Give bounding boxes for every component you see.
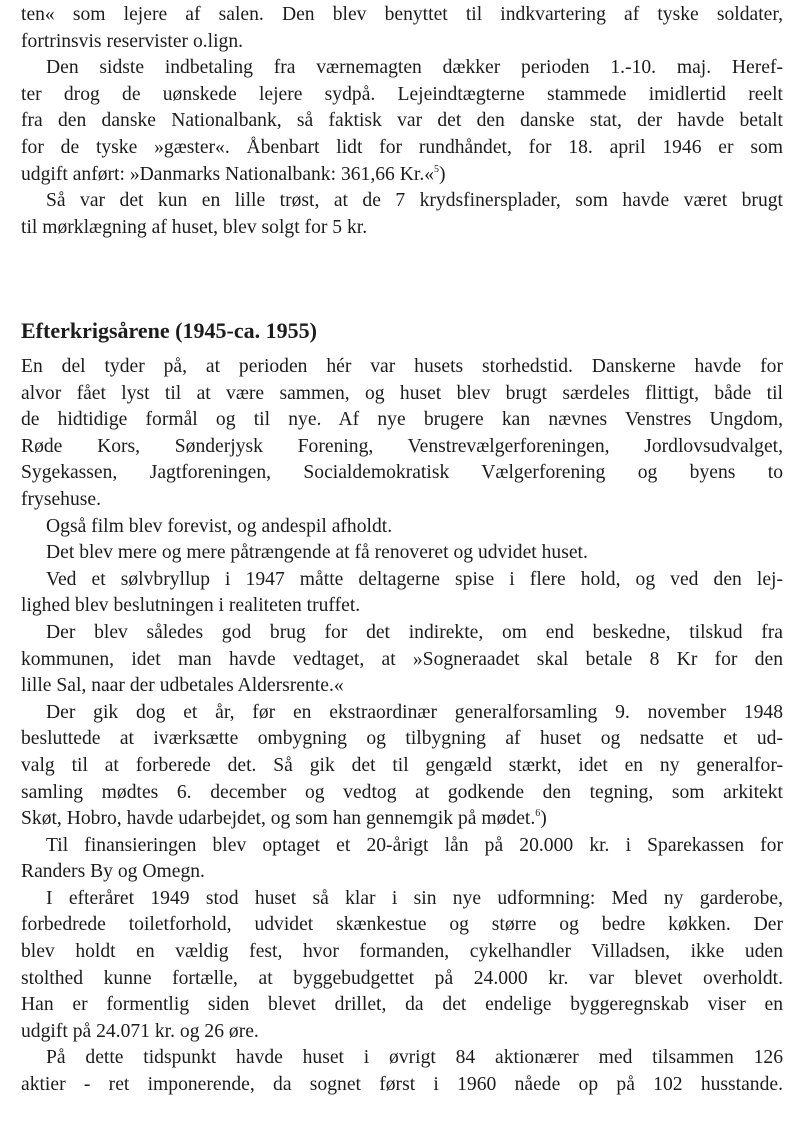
top-section <box>21 2 783 241</box>
text-line: Der blev således god brug for det indirekte, om end beskedne, tilskud fra <box>46 621 783 643</box>
text-line: Der gik dog et år, før en ekstraordinær generalforsamling 9. november 1948 <box>46 701 783 723</box>
text-line: blev holdt en vældig fest, hvor formanden, cykelhandler Villadsen, ikke uden <box>21 941 783 963</box>
text-line: forbedrede toiletforhold, udvidet skænkestue og større og bedre køkken. Der <box>21 914 783 936</box>
text-line: frysehuse. <box>21 488 101 510</box>
text-line: Ved et sølvbryllup i 1947 måtte deltagerne spise i flere hold, og ved den lej- <box>46 568 783 590</box>
text-line: Også film blev forevist, og andespil afholdt. <box>46 515 393 537</box>
text-line: Det blev mere og mere påtrængende at få renoveret og udvidet huset. <box>46 542 588 564</box>
text-line: til mørklægning af huset, blev solgt for 5 kr. <box>21 216 368 238</box>
text-line: Randers By og Omegn. <box>21 861 205 883</box>
text-line: for de tyske »gæster«. Åbenbart lidt for rundhåndet, for 18. april 1946 er som <box>21 136 783 158</box>
text-line: fra den danske Nationalbank, så faktisk var det den danske stat, der havde betalt <box>21 110 783 132</box>
text-line: Røde Kors, Sønderjysk Forening, Venstrevælgerforeningen, Jordlovsudvalget, <box>21 435 783 457</box>
text-line: besluttede at iværksætte ombygning og tilbygning af huset og nedsatte et ud- <box>21 728 783 750</box>
text-line: Den sidste indbetaling fra værnemagten dækker perioden 1.-10. maj. Heref- <box>46 57 783 79</box>
text-line: samling mødtes 6. december og vedtog at godkende den tegning, som arkitekt <box>21 781 783 803</box>
text-line: Han er formentlig siden blevet drillet, da det endelige byggeregnskab viser en <box>21 994 783 1016</box>
text-line: I efteråret 1949 stod huset så klar i sin nye udformning: Med ny garderobe, <box>46 887 783 909</box>
text-line: udgift anført: »Danmarks Nationalbank: 361,66 Kr.« <box>21 163 435 185</box>
text-line: Så var det kun en lille trøst, at de 7 krydsfinersplader, som havde været brugt <box>46 190 783 212</box>
footnote-mark: 6 <box>535 808 541 820</box>
text-line: udgift på 24.071 kr. og 26 øre. <box>21 1020 259 1042</box>
text-line: aktier - ret imponerende, da sognet først i 1960 nåede op på 102 husstande. <box>21 1074 783 1096</box>
text-line-with-footnote <box>21 806 783 833</box>
text-line: Til finansieringen blev optaget et 20-årigt lån på 20.000 kr. i Sparekassen for <box>46 834 783 856</box>
main-section <box>21 354 783 1099</box>
text-line: fortrinsvis reservister o.lign. <box>21 30 244 52</box>
text-line: lighed blev beslutningen i realiteten truffet. <box>21 595 361 617</box>
text-line: alvor fået lyst til at være sammen, og huset blev brugt særdeles flittigt, både til <box>21 382 783 404</box>
text-line: ten« som lejere af salen. Den blev benyttet til indkvartering af tyske soldater, <box>21 4 783 25</box>
text-line: Sygekassen, Jagtforeningen, Socialdemokratisk Vælgerforening og byens to <box>21 462 783 484</box>
text-line: de hidtidige formål og til nye. Af nye brugere kan nævnes Venstres Ungdom, <box>21 409 783 431</box>
text-line: valg til at forberede det. Så gik det til gengæld stærkt, idet en ny generalfor- <box>21 754 783 776</box>
footnote-paren: ) <box>439 163 446 185</box>
text-line: Skøt, Hobro, havde udarbejdet, og som han gennemgik på mødet. <box>21 808 536 830</box>
text-line: ter drog de uønskede lejere sydpå. Lejeindtægterne stammede imidlertid reelt <box>21 83 783 105</box>
section-heading: Efterkrigsårene (1945-ca. 1955) <box>21 318 317 343</box>
text-line: På dette tidspunkt havde huset i øvrigt 84 aktionærer med tilsammen 126 <box>46 1047 783 1069</box>
footnote-paren: ) <box>540 808 547 830</box>
text-line-with-footnote <box>21 162 783 189</box>
text-line: En del tyder på, at perioden hér var husets storhedstid. Danskerne havde for <box>21 356 783 377</box>
text-line: stolthed kunne fortælle, at byggebudgettet på 24.000 kr. var blevet overholdt. <box>21 967 783 989</box>
text-line: kommunen, idet man havde vedtaget, at »Sogneraadet skal betale 8 Kr for den <box>21 648 783 670</box>
text-line: lille Sal, naar der udbetales Aldersrente.« <box>21 675 344 697</box>
footnote-mark: 5 <box>434 163 440 175</box>
